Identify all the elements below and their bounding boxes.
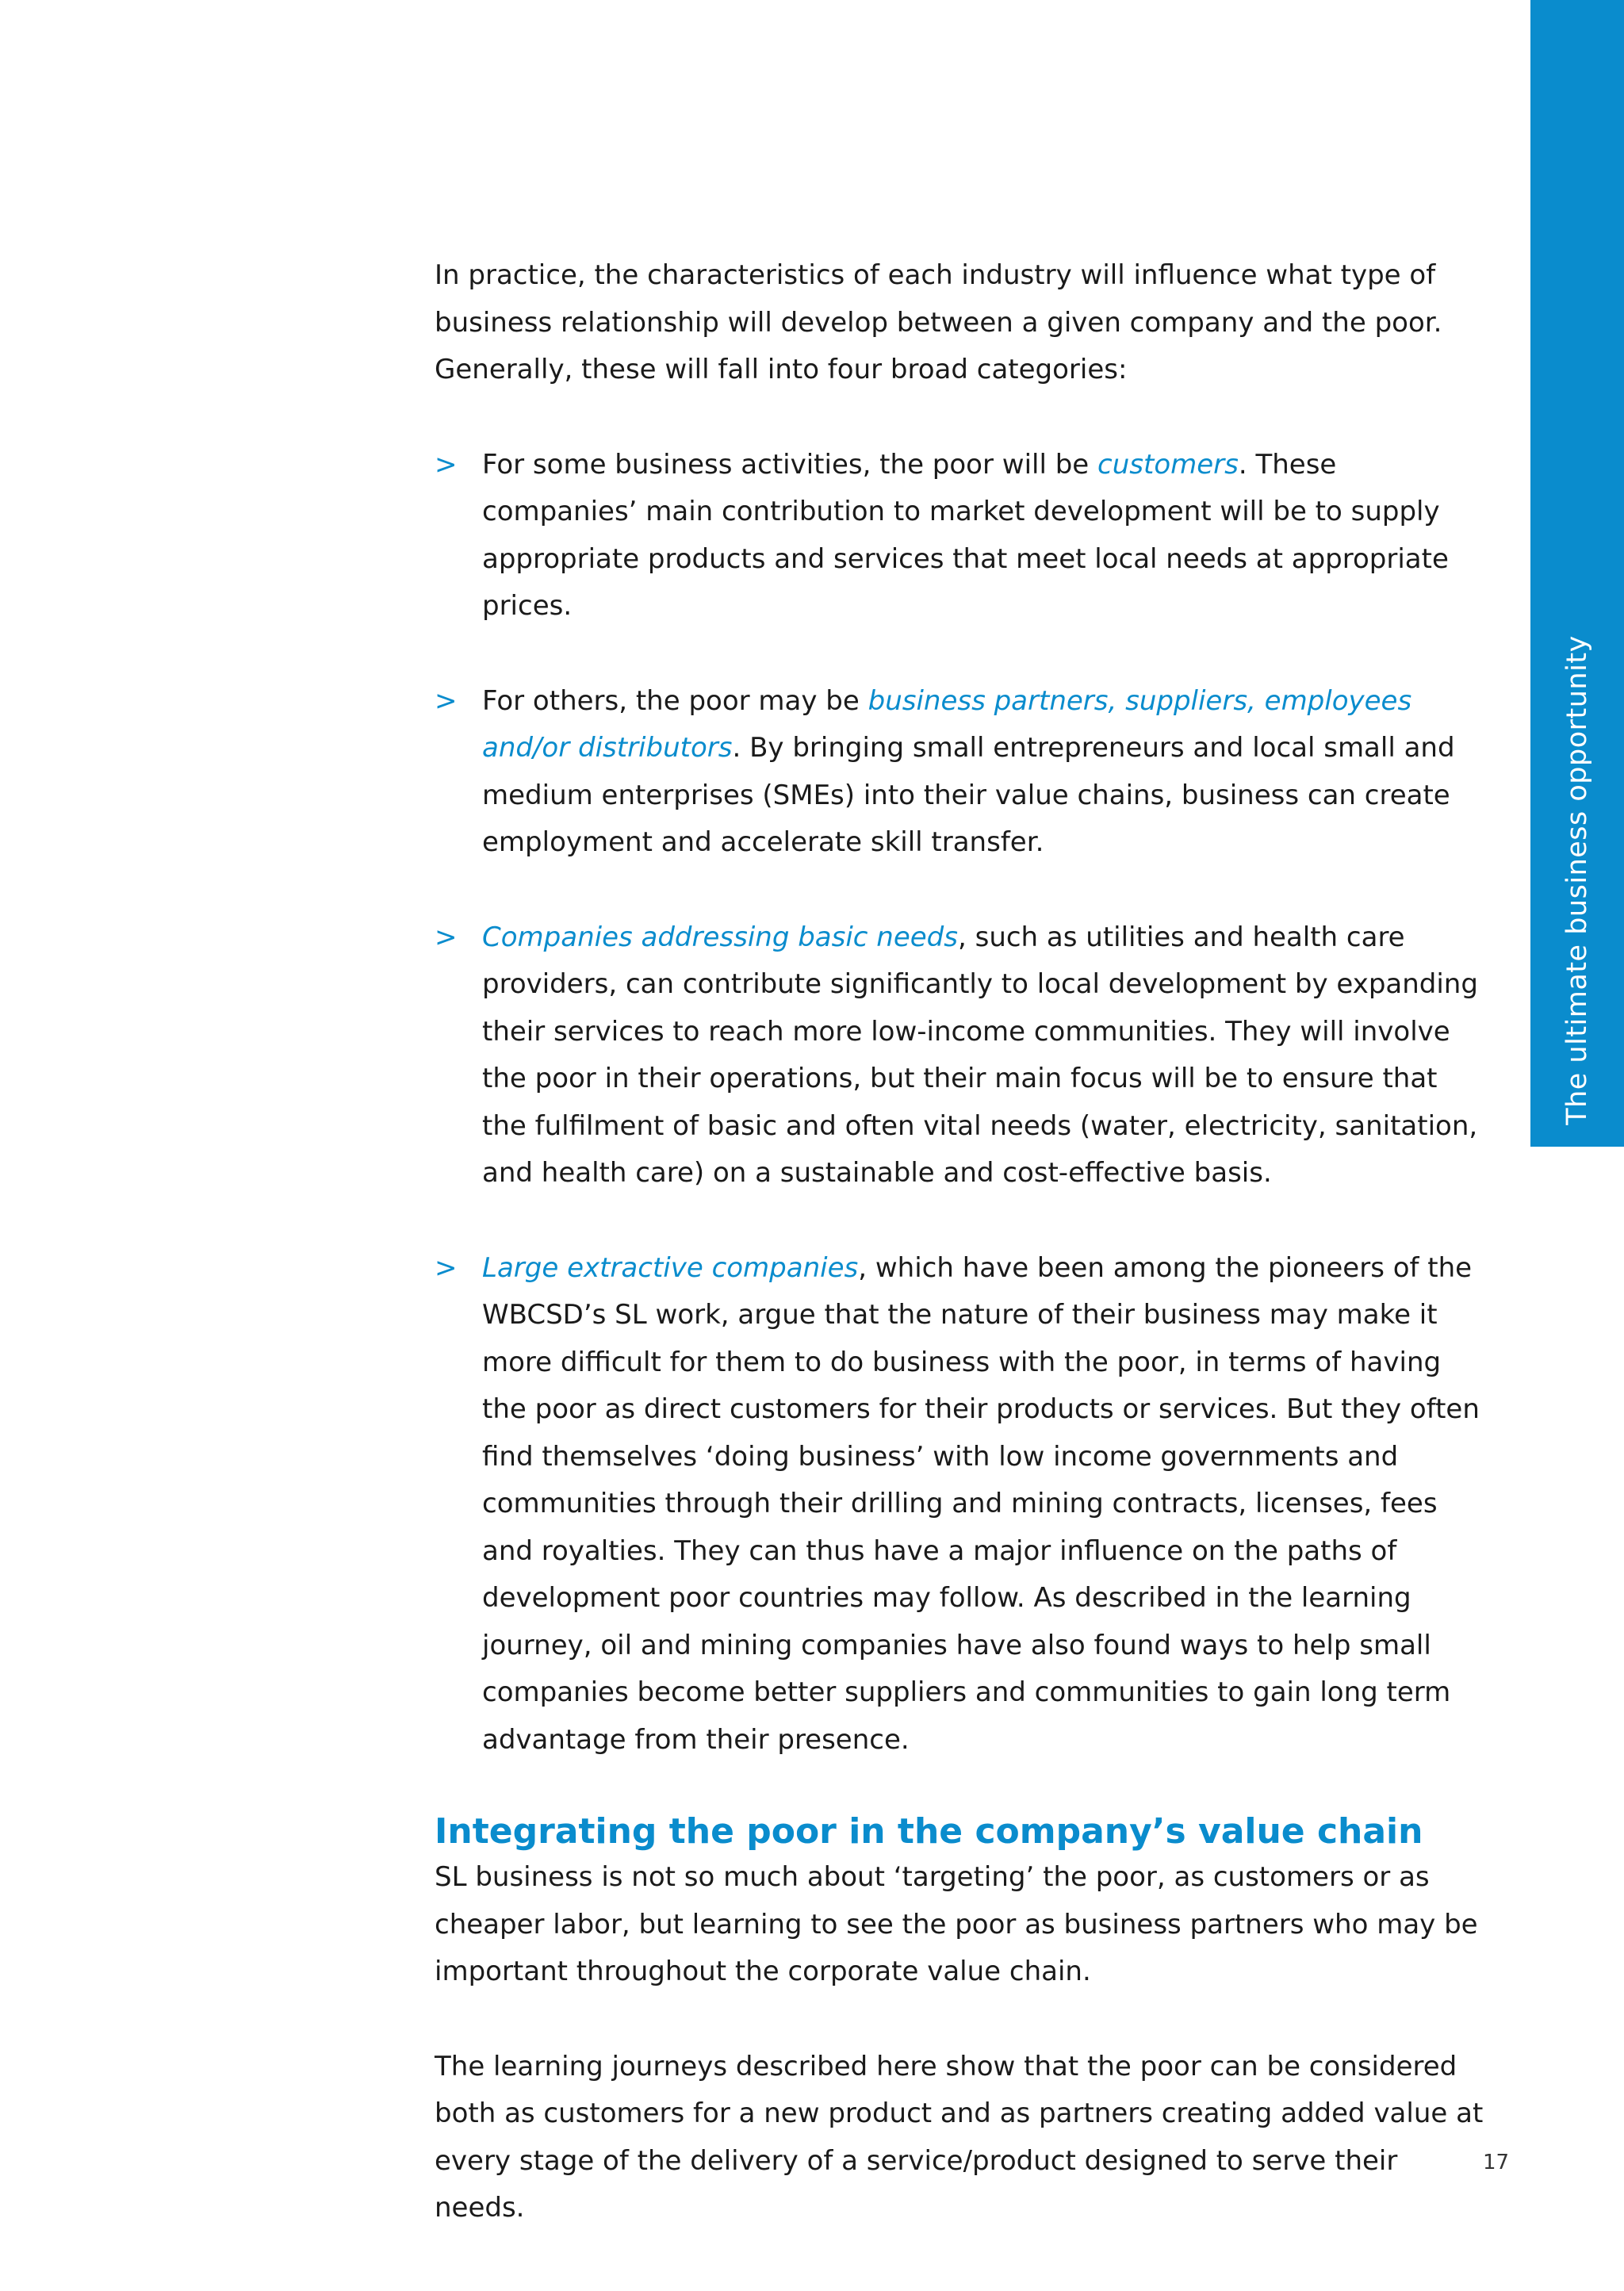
page-number: 17 xyxy=(1483,2151,1510,2174)
bullet-highlight: Large extractive companies xyxy=(482,1251,859,1284)
section-paragraph: The learning journeys described here show that the poor can be considered both as customers for a new product and as partners creating added value at every stage of the delivery of a service/product designed to serve their needs. xyxy=(435,2050,1484,2224)
bullet-arrow-icon: > xyxy=(435,921,458,953)
page-content xyxy=(435,252,1489,2232)
side-tab-label: The ultimate business opportunity xyxy=(1561,635,1593,1125)
bullet-text-end: , which have been among the pioneers of the WBCSD’s SL work, argue that the nature of their business may make it more difficult for them to do business with the poor, in terms of having the poor as direct customers for their products or services. But they often find themselves ‘doing business’ with low income governments and communities through their drilling and mining contracts, licenses, fees and royalties. They can thus have a major influence on the paths of development poor countries may follow. As described in the learning journey, oil and mining companies have also found ways to help small companies become better suppliers and communities to gain long term advantage from their presence. xyxy=(482,1251,1480,1756)
bullet-highlight: customers xyxy=(1097,448,1239,481)
section-paragraph: SL business is not so much about ‘targeting’ the poor, as customers or as cheaper labor, but learning to see the poor as business partners who may be important throughout the corporate value chain. xyxy=(435,1861,1478,1987)
bullet-arrow-icon: > xyxy=(435,1251,458,1284)
bullet-highlight: Companies addressing basic needs xyxy=(482,921,958,953)
bullet-arrow-icon: > xyxy=(435,684,458,717)
list-item xyxy=(435,442,1489,630)
bullet-text-end: . By bringing small entrepreneurs and local small and medium enterprises (SMEs) into their value chains, business can create employment and accelerate skill transfer. xyxy=(482,732,1455,858)
bullet-arrow-icon: > xyxy=(435,448,458,481)
bullet-text-start: For some business activities, the poor will be xyxy=(482,448,1098,481)
section-heading: Integrating the poor in the company’s value chain xyxy=(435,1811,1423,1852)
list-item xyxy=(435,1245,1489,1764)
intro-paragraph: In practice, the characteristics of each industry will influence what type of business relationship will develop between a given company and the poor. Generally, these will fall into four broad categories: xyxy=(435,259,1442,385)
bullet-text-end: . These companies’ main contribution to market development will be to supply appropriate products and services that meet local needs at appropriate prices. xyxy=(482,448,1449,622)
bullet-text-start: For others, the poor may be xyxy=(482,684,868,717)
list-item xyxy=(435,914,1489,1197)
bullet-text-end: , such as utilities and health care providers, can contribute significantly to local development by expanding their services to reach more low-income communities. They will involve the poor in their operations, but their main focus will be to ensure that the fulfilment of basic and often vital needs (water, electricity, sanitation, and health care) on a sustainable and cost-effective basis. xyxy=(482,921,1478,1189)
bullet-highlight: business partners, suppliers, employees and/or distributors xyxy=(482,684,1412,764)
list-item xyxy=(435,678,1489,867)
